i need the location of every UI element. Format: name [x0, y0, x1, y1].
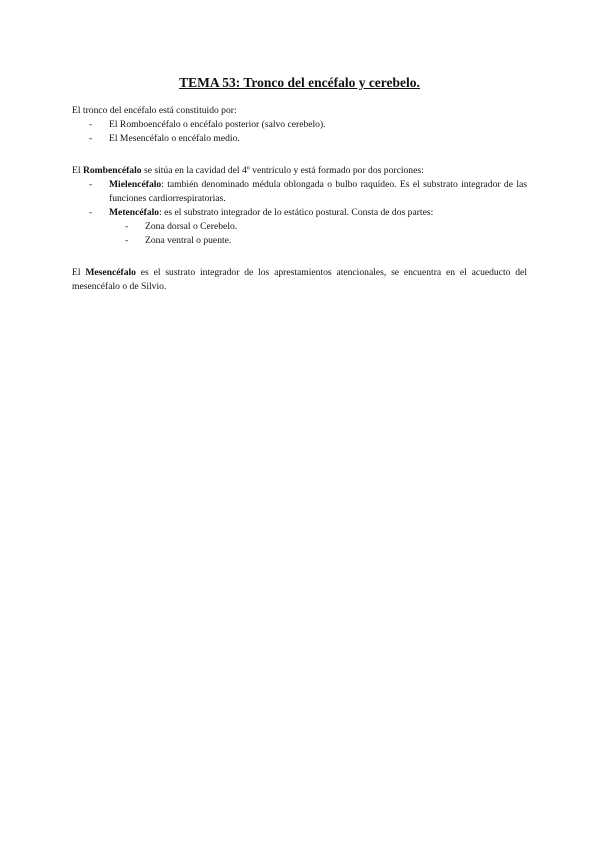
- list-item-text: : también denominado médula oblongada o bulbo raquídeo. Es el substrato integrador de las funciones cardiorrespiratorias.: [109, 179, 527, 204]
- para-text: es el sustrato integrador de los aprestamientos atencionales, se encuentra en el acueducto del mesencéfalo o de Silvio.: [72, 267, 527, 292]
- dash-marker: -: [125, 221, 129, 232]
- bullet-list: [72, 118, 527, 146]
- sub-list-item: [72, 234, 527, 248]
- list-item: [72, 178, 527, 206]
- section-intro: [72, 164, 527, 178]
- key-term: Metencéfalo: [109, 207, 160, 218]
- key-term: Mesencéfalo: [85, 267, 136, 278]
- intro-prefix: El: [72, 165, 83, 176]
- sub-bullet-list: [72, 220, 527, 248]
- dash-marker: -: [125, 235, 129, 246]
- bullet-list: [72, 178, 527, 220]
- dash-marker: -: [89, 207, 93, 218]
- section-mesencefalo: [72, 266, 527, 294]
- list-item: [72, 118, 527, 132]
- section-tronco: [72, 104, 527, 146]
- intro-rest: se sitúa en la cavidad del 4º ventrículo y está formado por dos porciones:: [141, 165, 424, 176]
- sub-list-item: [72, 220, 527, 234]
- list-item-text: : es el substrato integrador de lo estático postural. Consta de dos partes:: [159, 207, 434, 218]
- para-prefix: El: [72, 267, 86, 278]
- list-item-text: El Mesencéfalo o encéfalo medio.: [109, 133, 240, 144]
- dash-marker: -: [89, 133, 93, 144]
- dash-marker: -: [89, 119, 93, 130]
- sub-list-item-text: Zona dorsal o Cerebelo.: [145, 221, 238, 232]
- list-item-text: El Romboencéfalo o encéfalo posterior (salvo cerebelo).: [109, 119, 326, 130]
- sub-list-item-text: Zona ventral o puente.: [145, 235, 232, 246]
- key-term: Rombencéfalo: [82, 165, 142, 176]
- dash-marker: -: [89, 179, 93, 190]
- section-rombencefalo: [72, 164, 527, 248]
- section-intro: El tronco del encéfalo está constituido por:: [72, 105, 237, 116]
- list-item: [72, 206, 527, 220]
- list-item: [72, 132, 527, 146]
- key-term: Mielencéfalo: [109, 179, 162, 190]
- page-title: TEMA 53: Tronco del encéfalo y cerebelo.: [179, 75, 420, 90]
